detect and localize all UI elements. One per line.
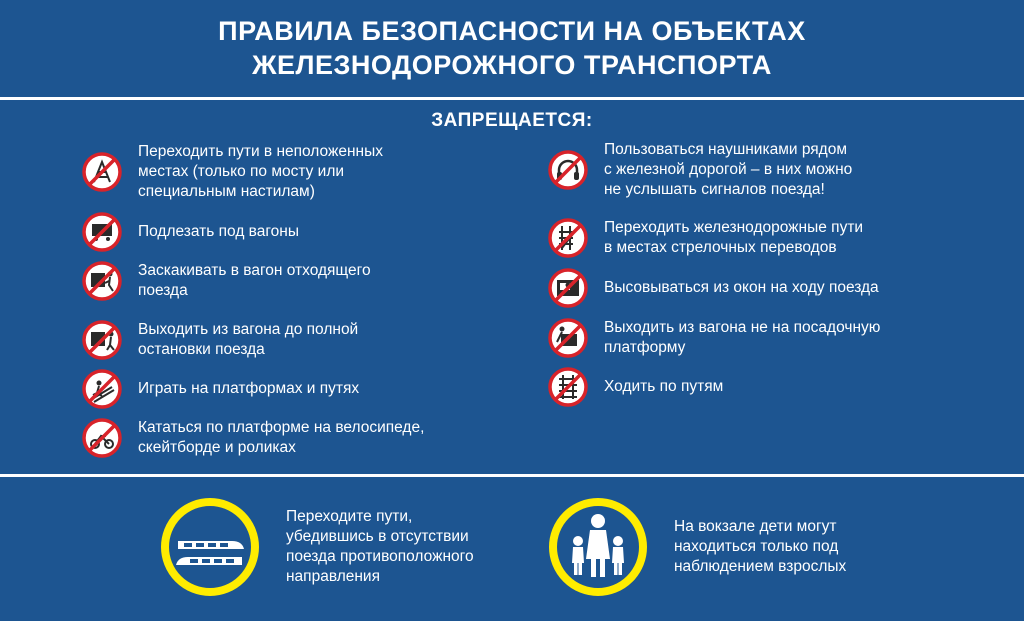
exiting-off-platform-icon bbox=[548, 318, 588, 358]
tip-item bbox=[160, 497, 474, 597]
rule-item bbox=[82, 418, 424, 458]
tip-text: Переходите пути, убедившись в отсутствии поезда противоположного направления bbox=[286, 508, 474, 585]
rule-item bbox=[82, 320, 358, 360]
rule-item bbox=[548, 218, 863, 258]
rule-item bbox=[548, 140, 852, 200]
top-divider bbox=[0, 97, 1024, 100]
rule-text: Высовываться из окон на ходу поезда bbox=[604, 279, 879, 296]
two-trains-icon bbox=[160, 497, 260, 597]
playing-on-tracks-icon bbox=[82, 369, 122, 409]
tip-item bbox=[548, 497, 846, 597]
crawling-under-wagon-icon bbox=[82, 212, 122, 252]
railway-switch-icon bbox=[548, 218, 588, 258]
bottom-divider bbox=[0, 474, 1024, 477]
rule-text: Переходить пути в неположенных местах (только по мосту или специальным настилам) bbox=[138, 143, 383, 200]
rule-item bbox=[548, 268, 879, 308]
rule-text: Ходить по путям bbox=[604, 378, 724, 395]
bicycle-skateboard-icon bbox=[82, 418, 122, 458]
rule-text: Пользоваться наушниками рядом с железной дорогой – в них можно не услышать сигналов поезда! bbox=[604, 141, 853, 198]
rule-text: Подлезать под вагоны bbox=[138, 223, 299, 240]
rule-text: Выходить из вагона до полной остановки поезда bbox=[138, 321, 359, 358]
tip-text: На вокзале дети могут находиться только под наблюдением взрослых bbox=[674, 518, 847, 575]
pedestrian-crossing-tracks-icon bbox=[82, 152, 122, 192]
headphones-icon bbox=[548, 150, 588, 190]
rule-text: Выходить из вагона не на посадочную платформу bbox=[604, 319, 881, 356]
rule-item bbox=[82, 212, 299, 252]
rule-text: Заскакивать в вагон отходящего поезда bbox=[138, 262, 371, 299]
page-title: ПРАВИЛА БЕЗОПАСНОСТИ НА ОБЪЕКТАХ ЖЕЛЕЗНОДОРОЖНОГО ТРАНСПОРТА bbox=[218, 16, 806, 80]
rule-text: Играть на платформах и путях bbox=[138, 380, 360, 397]
leaning-out-window-icon bbox=[548, 268, 588, 308]
rule-item bbox=[82, 261, 371, 301]
rule-item bbox=[82, 142, 383, 202]
adult-with-children-icon bbox=[548, 497, 648, 597]
exiting-moving-train-icon bbox=[82, 320, 122, 360]
rule-item bbox=[548, 367, 723, 407]
walking-on-tracks-icon bbox=[548, 367, 588, 407]
rule-text: Переходить железнодорожные пути в местах стрелочных переводов bbox=[604, 219, 864, 256]
rule-item bbox=[82, 369, 359, 409]
jumping-into-train-icon bbox=[82, 261, 122, 301]
rule-item bbox=[548, 318, 880, 358]
rule-text: Кататься по платформе на велосипеде, скейтборде и роликах bbox=[138, 419, 425, 456]
section-heading: ЗАПРЕЩАЕТСЯ: bbox=[431, 110, 593, 131]
